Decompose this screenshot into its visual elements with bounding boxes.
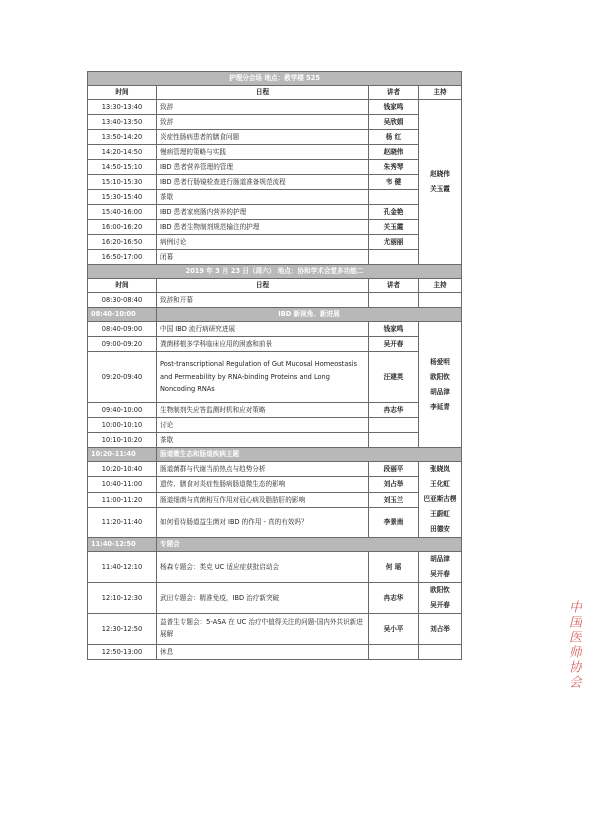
row-agenda: 肠道菌群与代谢当前热点与趋势分析 (157, 462, 369, 477)
table-row (88, 433, 462, 448)
section1-hosts (419, 100, 462, 265)
day2-banner (88, 265, 462, 279)
handwritten-stamp: 中国医师协会 (566, 600, 581, 690)
row-time: 13:30-13:40 (88, 100, 157, 115)
header-row (88, 279, 462, 293)
row-speaker: 孔金艳 (369, 205, 419, 220)
row-speaker (369, 293, 419, 308)
row-time: 12:30-12:50 (88, 614, 157, 645)
section4-banner (88, 538, 462, 552)
row-time: 10:40-11:00 (88, 477, 157, 492)
header-host: 主持 (419, 86, 462, 100)
row-time: 16:50-17:00 (88, 250, 157, 265)
row-speaker: 钱家鸣 (369, 100, 419, 115)
host-name: 胡品津 (430, 387, 450, 396)
row-time: 10:20-10:40 (88, 462, 157, 477)
row-time: 16:00-16:20 (88, 220, 157, 235)
table-row (88, 160, 462, 175)
row-time: 13:40-13:50 (88, 115, 157, 130)
row-speaker: 冉志华 (369, 583, 419, 614)
row-time: 14:20-14:50 (88, 145, 157, 160)
section2-banner (88, 308, 462, 322)
row-agenda: 慢病管理的策略与实践 (157, 145, 369, 160)
table-row (88, 235, 462, 250)
row-agenda: 病例讨论 (157, 235, 369, 250)
table-row (88, 403, 462, 418)
host-name: 李延青 (430, 402, 450, 411)
host-name: 吴开春 (430, 601, 450, 609)
row-agenda: 武田专题会：精准免疫，IBD 治疗新突破 (157, 583, 369, 614)
row-time: 09:00-09:20 (88, 337, 157, 352)
row-agenda: Post-transcriptional Regulation of Gut Mucosal Homeostasis and Permeability by RNA-binding Proteins and Long Noncoding RNAs (157, 352, 369, 403)
host-name: 刘占举 (430, 624, 450, 633)
table-row (88, 583, 462, 614)
section4-title: 专题会 (157, 538, 462, 552)
host-name: 杨爱明 (430, 357, 450, 366)
header-row (88, 86, 462, 100)
table-row (88, 477, 462, 492)
host-name: 田德安 (430, 525, 450, 533)
host-name: 吴开春 (430, 570, 450, 578)
row-time: 08:30-08:40 (88, 293, 157, 308)
section2-time: 08:40-10:00 (88, 308, 157, 322)
row-speaker: 刘玉兰 (369, 492, 419, 507)
host-name: 胡品津 (430, 555, 450, 563)
row-speaker: 段丽平 (369, 462, 419, 477)
row-speaker: 汪建英 (369, 352, 419, 403)
schedule-table (87, 71, 462, 660)
table-row (88, 462, 462, 477)
row-agenda: 休息 (157, 645, 369, 660)
header-agenda: 日程 (157, 86, 369, 100)
table-row (88, 322, 462, 337)
header-agenda: 日程 (157, 279, 369, 293)
table-row (88, 190, 462, 205)
row-agenda: 致辞 (157, 115, 369, 130)
row-host (419, 645, 462, 660)
row-time: 12:10-12:30 (88, 583, 157, 614)
host-name: 巴亚斯古楞 (423, 495, 457, 503)
table-row (88, 250, 462, 265)
row-agenda: 生物制剂失应答监测时机和应对策略 (157, 403, 369, 418)
row-speaker: 何 瑶 (369, 552, 419, 583)
row-speaker: 关玉霞 (369, 220, 419, 235)
row-speaker: 李景南 (369, 508, 419, 538)
row-agenda: 粪菌移植多学科临床应用的困惑和前景 (157, 337, 369, 352)
row-time: 14:50-15:10 (88, 160, 157, 175)
row-speaker: 冉志华 (369, 403, 419, 418)
table-row (88, 614, 462, 645)
table-row (88, 100, 462, 115)
table-row (88, 220, 462, 235)
row-agenda: 炎症性肠病患者的膳食问题 (157, 130, 369, 145)
row-agenda: 茶歇 (157, 190, 369, 205)
row-agenda: 益普生专题会：5-ASA 在 UC 治疗中值得关注的问题-国内外共识新进展解 (157, 614, 369, 645)
row-time: 12:50-13:00 (88, 645, 157, 660)
row-time: 15:10-15:30 (88, 175, 157, 190)
row-agenda: 闭幕 (157, 250, 369, 265)
section3-title: 肠道微生态和肠道疾病主题 (157, 448, 462, 462)
row-time: 16:20-16:50 (88, 235, 157, 250)
table-row (88, 645, 462, 660)
section1-title: 护理分会场 地点：教学楼 525 (88, 72, 462, 86)
table-row (88, 418, 462, 433)
table-row (88, 293, 462, 308)
row-time: 08:40-09:00 (88, 322, 157, 337)
row-agenda: 致辞 (157, 100, 369, 115)
section3-hosts (419, 462, 462, 538)
table-row (88, 508, 462, 538)
header-time: 时间 (88, 86, 157, 100)
row-time: 15:30-15:40 (88, 190, 157, 205)
row-agenda: 杨森专题会：类克 UC 适应症获批启动会 (157, 552, 369, 583)
header-speaker: 讲者 (369, 279, 419, 293)
row-speaker: 吴开春 (369, 337, 419, 352)
header-time: 时间 (88, 279, 157, 293)
row-speaker: 钱家鸣 (369, 322, 419, 337)
row-speaker: 韦 健 (369, 175, 419, 190)
row-time: 11:00-11:20 (88, 492, 157, 507)
row-hosts (419, 614, 462, 645)
section2-title: IBD 新视角、新进展 (157, 308, 462, 322)
row-agenda: 中国 IBD 流行病研究进展 (157, 322, 369, 337)
row-speaker: 刘占举 (369, 477, 419, 492)
host-name: 赵晓伟 (430, 170, 450, 178)
row-time: 09:40-10:00 (88, 403, 157, 418)
row-agenda: 茶歇 (157, 433, 369, 448)
row-agenda: 如何看待肠道益生菌对 IBD 的作用 - 真的有效吗？ (157, 508, 369, 538)
section2-hosts (419, 322, 462, 448)
row-time: 11:40-12:10 (88, 552, 157, 583)
table-row (88, 145, 462, 160)
row-host (419, 293, 462, 308)
row-speaker: 赵晓伟 (369, 145, 419, 160)
row-speaker: 吴小平 (369, 614, 419, 645)
row-speaker (369, 250, 419, 265)
table-row (88, 492, 462, 507)
row-speaker (369, 433, 419, 448)
row-speaker (369, 645, 419, 660)
row-time: 13:50-14:20 (88, 130, 157, 145)
host-name: 王化虹 (430, 480, 450, 488)
row-hosts (419, 583, 462, 614)
host-name: 张晓岚 (430, 465, 450, 473)
section3-time: 10:20-11:40 (88, 448, 157, 462)
row-speaker: 朱秀琴 (369, 160, 419, 175)
row-time: 09:20-09:40 (88, 352, 157, 403)
row-speaker: 杨 红 (369, 130, 419, 145)
row-hosts (419, 552, 462, 583)
row-speaker: 尤丽丽 (369, 235, 419, 250)
table-row (88, 337, 462, 352)
row-speaker (369, 418, 419, 433)
header-host: 主持 (419, 279, 462, 293)
host-name: 欧阳钦 (430, 372, 450, 381)
table-row (88, 115, 462, 130)
row-agenda: 遗传、膳食对炎症性肠病肠道微生态的影响 (157, 477, 369, 492)
row-agenda: IBD 患者家庭肠内营养的护理 (157, 205, 369, 220)
row-agenda: 讨论 (157, 418, 369, 433)
section1-banner (88, 72, 462, 86)
row-agenda: IBD 患者行肠镜检查进行肠道准备规范流程 (157, 175, 369, 190)
row-agenda: 肠道细菌与真菌相互作用对冠心病及脂肪肝的影响 (157, 492, 369, 507)
day2-title: 2019 年 3 月 23 日（周六） 地点：协和学术会堂多功能二 (88, 265, 462, 279)
table-row (88, 175, 462, 190)
section3-banner (88, 448, 462, 462)
table-row (88, 352, 462, 403)
section4-time: 11:40-12:50 (88, 538, 157, 552)
row-agenda: 致辞和开幕 (157, 293, 369, 308)
row-time: 15:40-16:00 (88, 205, 157, 220)
header-speaker: 讲者 (369, 86, 419, 100)
row-time: 11:20-11:40 (88, 508, 157, 538)
row-agenda: IBD 患者营养管理的管理 (157, 160, 369, 175)
row-time: 10:10-10:20 (88, 433, 157, 448)
table-row (88, 205, 462, 220)
row-speaker: 吴欣娟 (369, 115, 419, 130)
row-agenda: IBD 患者生物制剂规范输注的护理 (157, 220, 369, 235)
table-row (88, 130, 462, 145)
table-row (88, 552, 462, 583)
host-name: 王蔚虹 (430, 510, 450, 518)
row-time: 10:00-10:10 (88, 418, 157, 433)
host-name: 欧阳钦 (430, 586, 450, 594)
host-name: 关玉霞 (430, 185, 450, 193)
row-speaker (369, 190, 419, 205)
